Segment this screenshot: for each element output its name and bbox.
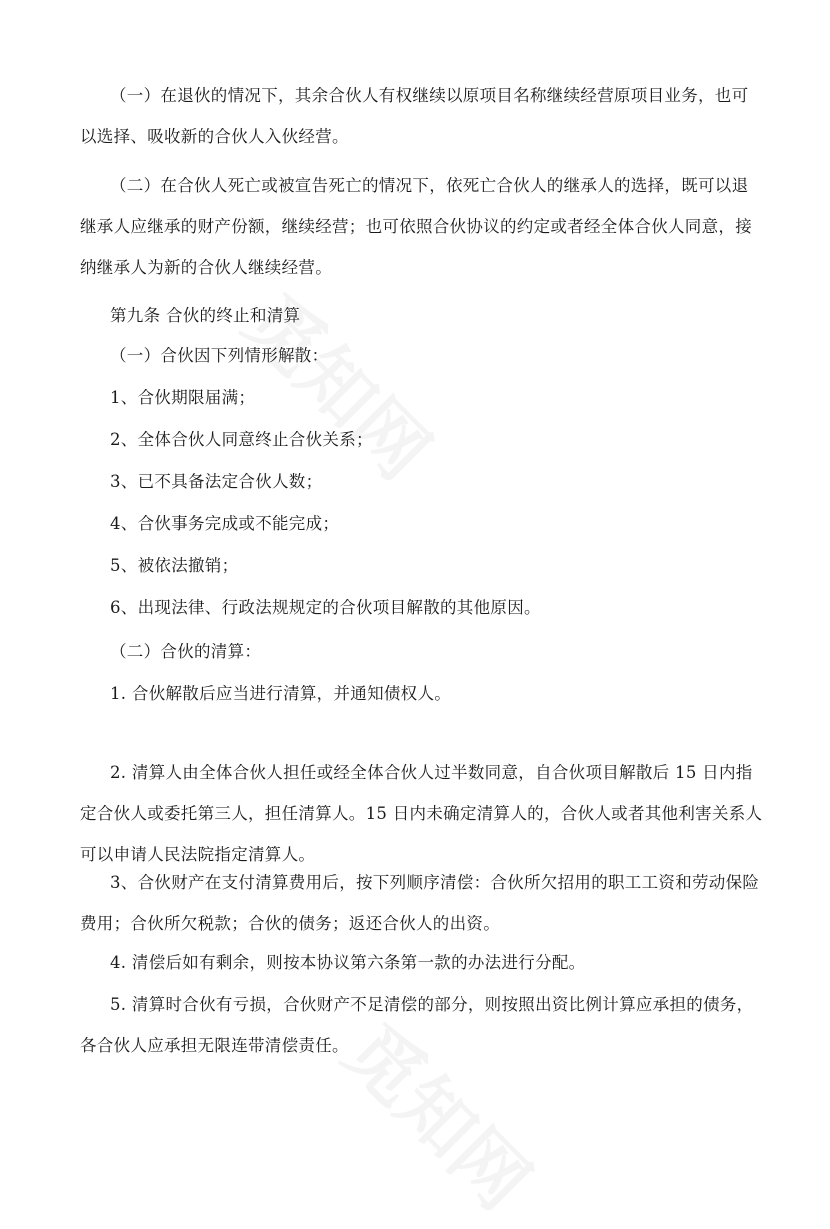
- paragraph-14-line-1: 3、合伙财产在支付清算费用后，按下列顺序清偿：合伙所欠招用的职工工资和劳动保险: [110, 873, 760, 892]
- paragraph-3-line-1: 第九条 合伙的终止和清算: [110, 306, 301, 325]
- paragraph-2-line-2: 继承人应继承的财产份额，继续经营；也可依照合伙协议的约定或者经全体合伙人同意，接: [80, 217, 752, 236]
- paragraph-16-line-1: 5. 清算时合伙有亏损，合伙财产不足清偿的部分，则按照出资比例计算应承担的债务，: [110, 995, 754, 1014]
- paragraph-1-line-2: 以选择、吸收新的合伙人入伙经营。: [80, 127, 349, 146]
- paragraph-15-line-1: 4. 清偿后如有剩余，则按本协议第六条第一款的办法进行分配。: [110, 953, 586, 972]
- paragraph-2-line-3: 纳继承人为新的合伙人继续经营。: [80, 258, 332, 277]
- paragraph-1-line-1: （一）在退伙的情况下，其余合伙人有权继续以原项目名称继续经营原项目业务，也可: [110, 86, 749, 105]
- paragraph-14-line-2: 费用；合伙所欠税款；合伙的债务；返还合伙人的出资。: [80, 914, 500, 933]
- paragraph-13-line-3: 可以申请人民法院指定清算人。: [80, 845, 316, 864]
- paragraph-6-line-1: 2、全体合伙人同意终止合伙关系；: [110, 430, 373, 449]
- paragraph-2-line-1: （二）在合伙人死亡或被宣告死亡的情况下，依死亡合伙人的继承人的选择，既可以退: [110, 176, 749, 195]
- paragraph-5-line-1: 1、合伙期限届满；: [110, 388, 256, 407]
- paragraph-12-line-1: 1. 合伙解散后应当进行清算，并通知债权人。: [110, 684, 452, 703]
- paragraph-11-line-1: （二）合伙的清算：: [110, 642, 262, 661]
- paragraph-13-line-1: 2. 清算人由全体合伙人担任或经全体合伙人过半数同意，自合伙项目解散后 15 日内指: [110, 763, 753, 782]
- paragraph-13-line-2: 定合伙人或委托第三人，担任清算人。15 日内未确定清算人的，合伙人或者其他利害关系人: [80, 804, 763, 823]
- paragraph-10-line-1: 6、出现法律、行政法规规定的合伙项目解散的其他原因。: [110, 598, 541, 617]
- paragraph-16-line-2: 各合伙人应承担无限连带清偿责任。: [80, 1036, 349, 1055]
- paragraph-4-line-1: （一）合伙因下列情形解散：: [110, 346, 329, 365]
- paragraph-8-line-1: 4、合伙事务完成或不能完成；: [110, 514, 340, 533]
- paragraph-9-line-1: 5、被依法撤销；: [110, 556, 239, 575]
- paragraph-7-line-1: 3、已不具备法定合伙人数；: [110, 472, 323, 491]
